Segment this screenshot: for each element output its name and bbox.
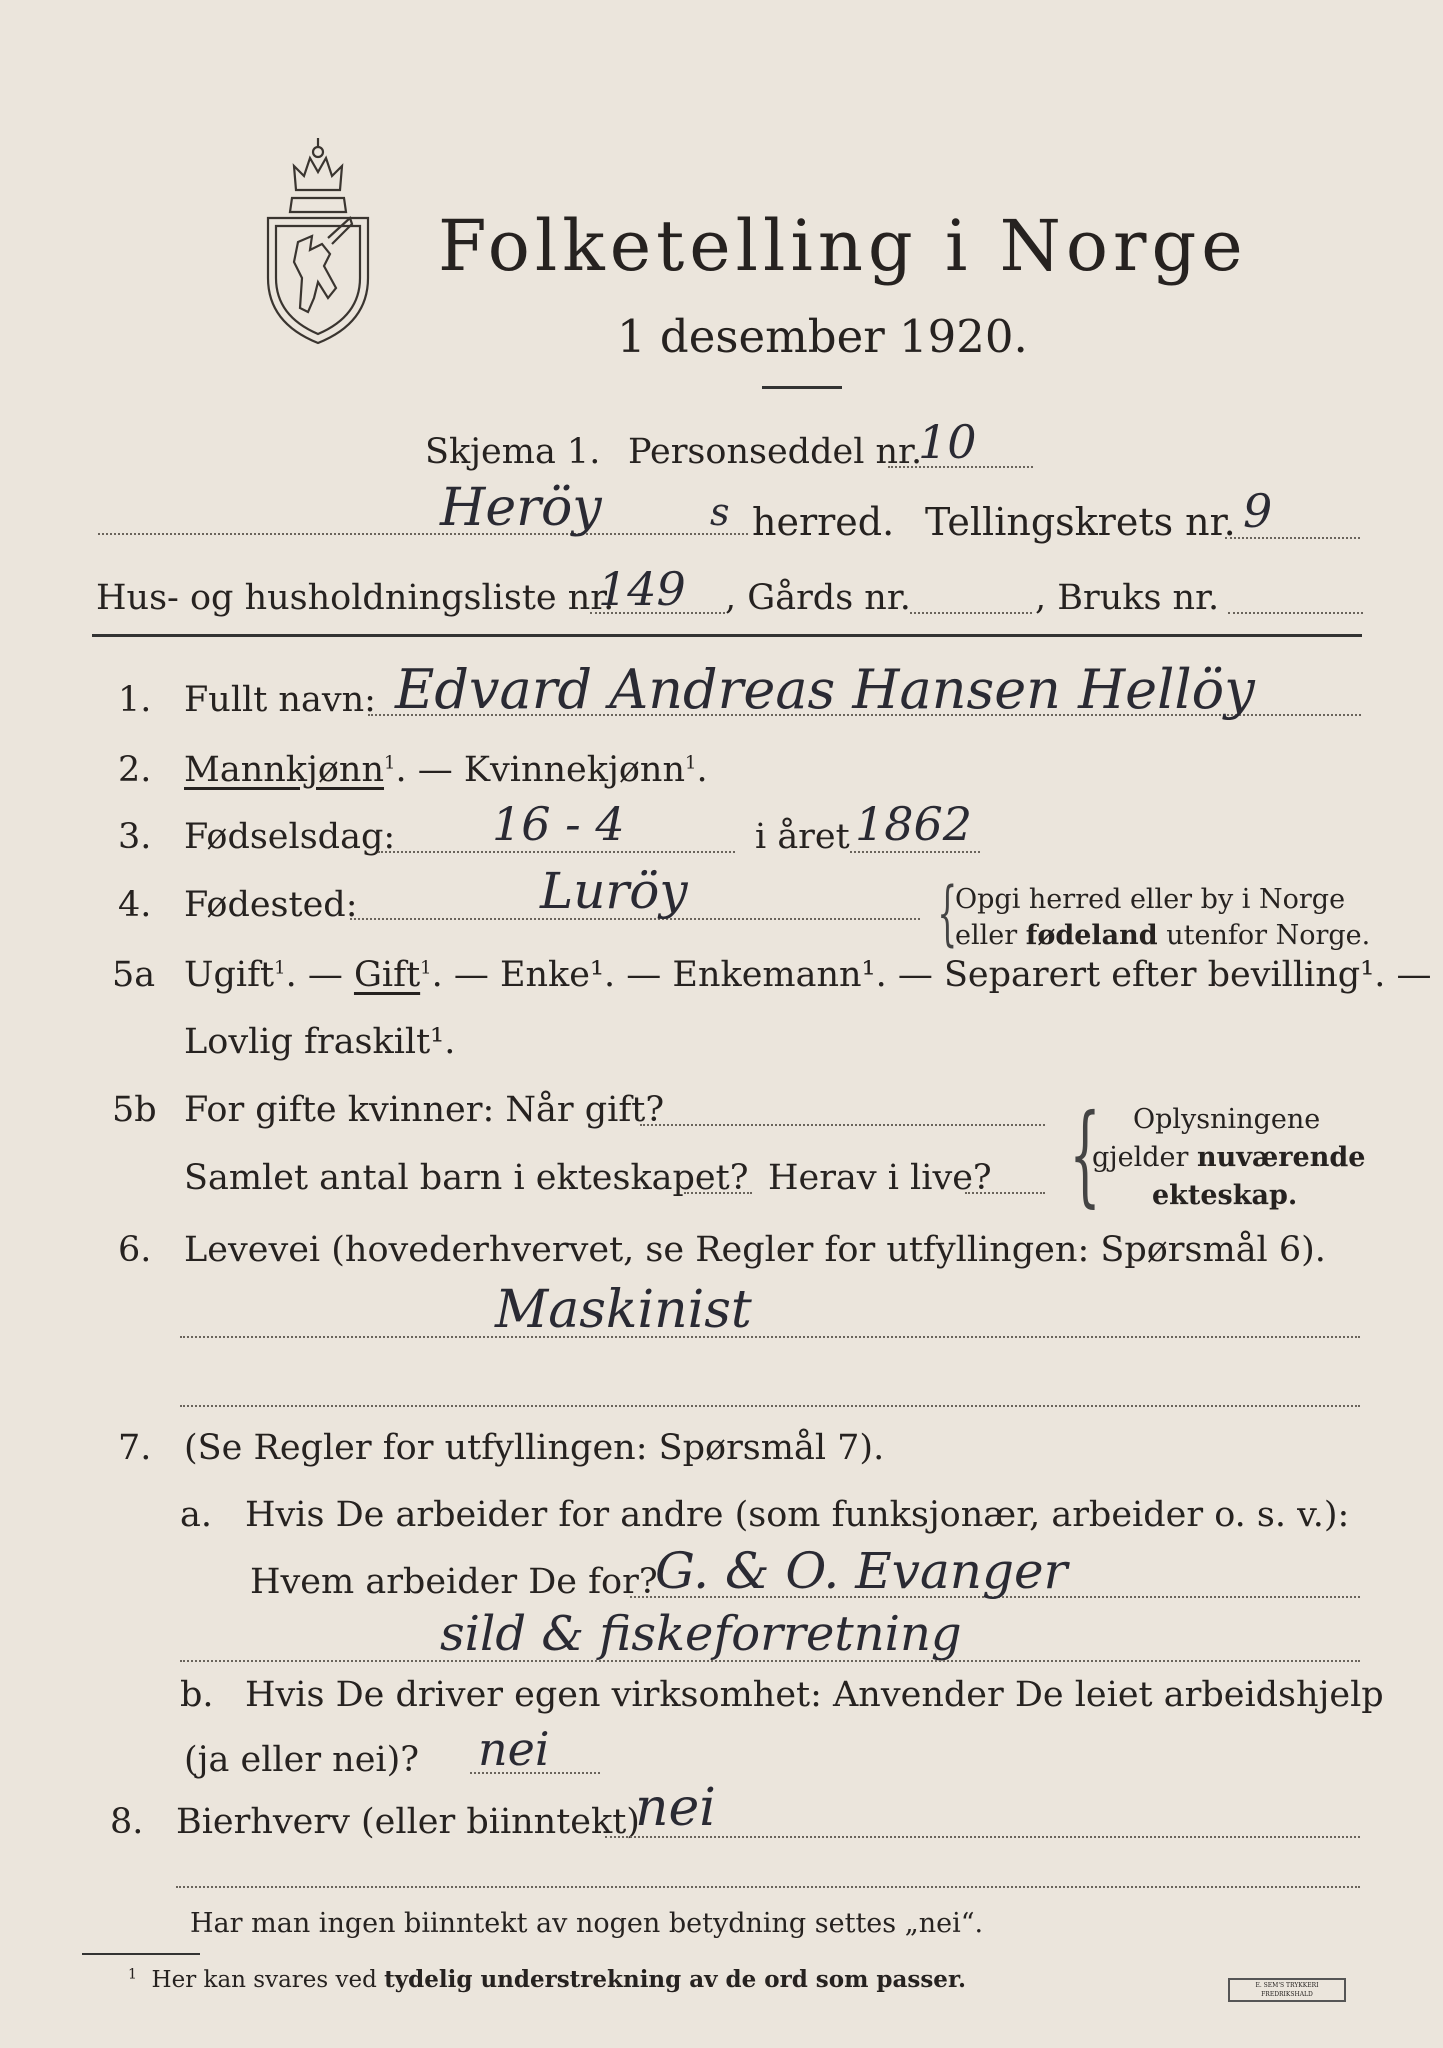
q7a-number: a. (180, 1495, 212, 1535)
footer-note: Har man ingen biinntekt av nogen betydning settes „nei“. (190, 1908, 984, 1939)
footnote-rule (82, 1953, 200, 1955)
q1-label: Fullt navn: (184, 680, 376, 720)
q3-aaret-label: i året (755, 817, 850, 857)
herred-line (98, 533, 748, 535)
q5b-number: 5b (112, 1090, 157, 1130)
personseddel-label: Personseddel nr. (628, 432, 923, 472)
q7a-value-1: G. & O. Evanger (655, 1542, 1068, 1600)
q8-line (605, 1836, 1360, 1838)
q8-line-2 (176, 1886, 1360, 1888)
q7a-line-1: Hvis De arbeider for andre (som funksjonær, arbeider o. s. v.): (245, 1495, 1350, 1535)
q5b-line-2a-fill (684, 1192, 752, 1194)
herred-value: Heröy (440, 478, 602, 538)
tellingskrets-value: 9 (1243, 484, 1273, 538)
q5b-note-3: ekteskap. (1152, 1180, 1298, 1211)
q6-line-2 (180, 1405, 1360, 1407)
q7a-line-2: Hvem arbeider De for? (250, 1562, 658, 1602)
q8-number: 8. (110, 1802, 144, 1842)
q5a-gift: Gift (353, 955, 421, 995)
q5b-line-1-fill (640, 1124, 1045, 1126)
q6-label: Levevei (hovederhvervet, se Regler for utfyllingen: Spørsmål 6). (184, 1230, 1326, 1270)
q4-number: 4. (118, 885, 152, 925)
q7b-line-2: (ja eller nei)? (184, 1740, 420, 1780)
q3-value: 16 - 4 (492, 797, 625, 851)
q6-line-1 (180, 1336, 1360, 1338)
q7b-number: b. (180, 1675, 214, 1715)
q3-line (378, 851, 735, 853)
header-rule (92, 634, 1362, 637)
q2-options: Mannkjønn$^1$. — Kvinnekjønn$^1$. (184, 750, 708, 790)
q8-value: nei (635, 1778, 716, 1838)
schema-label: Skjema 1. (425, 432, 601, 472)
q4-note-1: Opgi herred eller by i Norge (955, 884, 1346, 915)
q4-note-2: eller fødeland utenfor Norge. (955, 920, 1371, 951)
q4-label: Fødested: (184, 885, 358, 925)
q7b-line-1: Hvis De driver egen virksomhet: Anvender De leiet arbeidshjelp (245, 1675, 1384, 1715)
q7-number: 7. (118, 1428, 152, 1468)
coat-of-arms-icon (258, 138, 378, 348)
q5a-number: 5a (112, 955, 156, 995)
q3-label: Fødselsdag: (184, 817, 396, 857)
title-divider (762, 386, 842, 389)
q5b-line-2b-fill (965, 1192, 1045, 1194)
q3-aaret-line (850, 851, 980, 853)
herred-suffix: s (710, 490, 730, 534)
q7a-value-2: sild & fiskeforretning (440, 1606, 962, 1662)
form-title: Folketelling i Norge (438, 205, 1248, 287)
gards-line (910, 612, 1032, 614)
bruks-line (1228, 612, 1363, 614)
q6-value: Maskinist (495, 1280, 752, 1340)
q3-number: 3. (118, 817, 152, 857)
q5b-line-2a: Samlet antal barn i ekteskapet? (184, 1158, 749, 1198)
q5b-line-1: For gifte kvinner: Når gift? (184, 1090, 665, 1130)
gards-label: , Gårds nr. (725, 578, 911, 618)
q7a-line-3 (180, 1660, 1360, 1662)
q1-number: 1. (118, 680, 152, 720)
q2-number: 2. (118, 750, 152, 790)
form-date: 1 desember 1920. (617, 310, 1028, 363)
q3-aaret-value: 1862 (855, 797, 973, 851)
printer-mark: E. SEM'S TRYKKERI FREDRIKSHALD (1228, 1978, 1346, 2002)
bruks-label: , Bruks nr. (1035, 578, 1220, 618)
q5b-brace: { (1069, 1090, 1101, 1218)
q7b-value: nei (478, 1722, 550, 1776)
q4-value: Luröy (540, 862, 688, 920)
footnote: $^1$ Her kan svares ved tydelig understrekning av de ord som passer. (128, 1966, 966, 1993)
tellingskrets-label: Tellingskrets nr. (925, 500, 1236, 544)
q2-kvinne: Kvinnekjønn (463, 750, 685, 790)
q5a-line-1: Ugift$^1$. — Gift$^1$. — Enke¹. — Enkemann¹. — Separert efter bevilling¹. — (184, 955, 1432, 995)
q5a-line-2: Lovlig fraskilt¹. (184, 1022, 456, 1062)
q6-number: 6. (118, 1230, 152, 1270)
q5b-note-2: gjelder nuværende (1092, 1142, 1366, 1173)
q1-value: Edvard Andreas Hansen Hellöy (395, 658, 1255, 721)
hus-value: 149 (598, 562, 686, 616)
q4-brace: { (937, 872, 958, 954)
q7-label: (Se Regler for utfyllingen: Spørsmål 7). (184, 1428, 885, 1468)
q8-label: Bierhverv (eller biinntekt) (176, 1802, 640, 1842)
q2-mann: Mannkjønn (184, 750, 385, 790)
q5b-note-1: Oplysningene (1133, 1104, 1321, 1135)
hus-label: Hus- og husholdningsliste nr. (96, 578, 615, 618)
herred-label: herred. (752, 500, 895, 544)
q5b-line-2b: Herav i live? (768, 1158, 992, 1198)
personseddel-value: 10 (918, 415, 977, 469)
